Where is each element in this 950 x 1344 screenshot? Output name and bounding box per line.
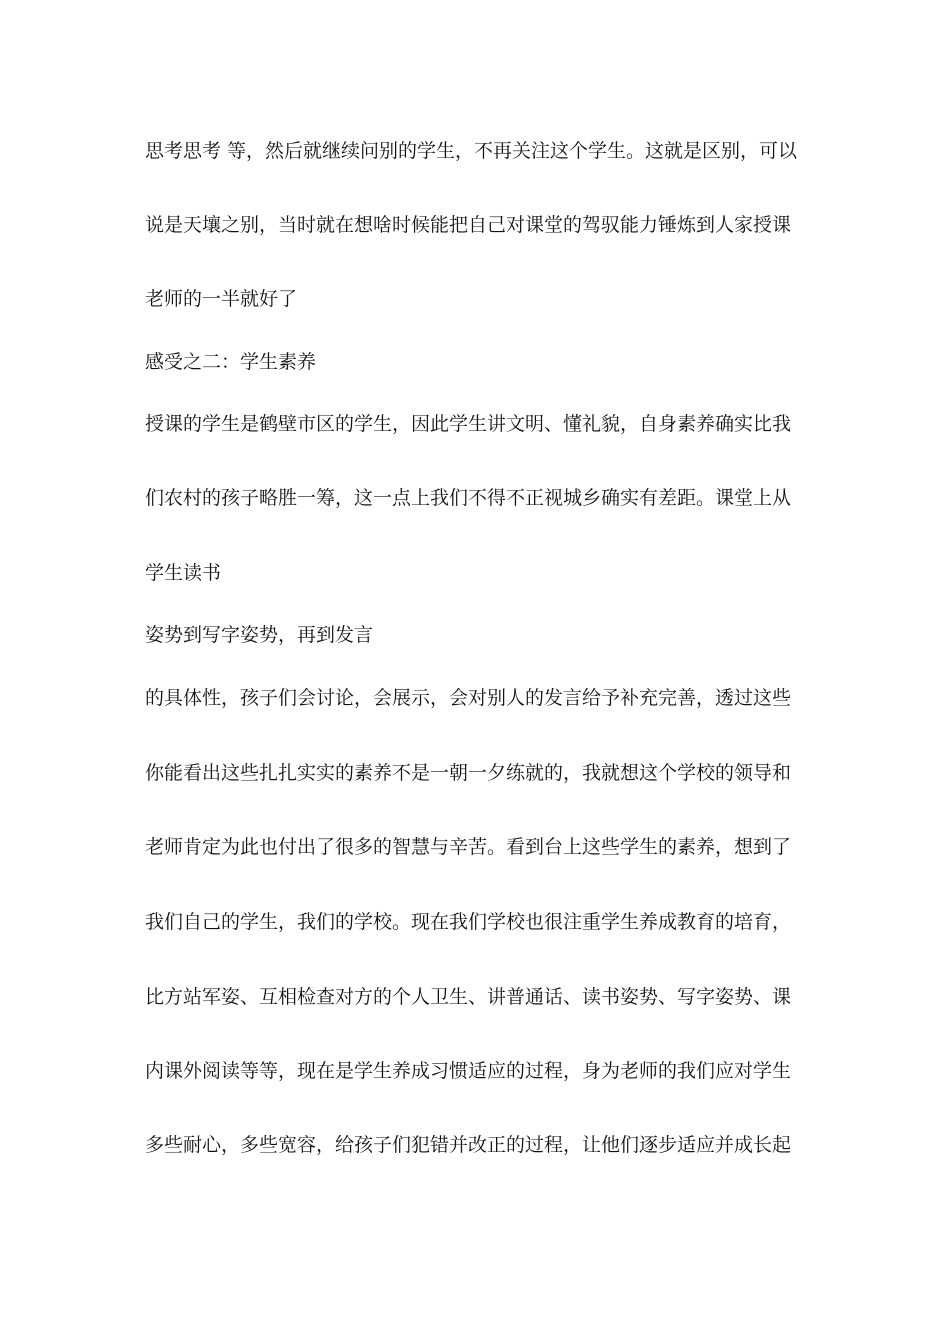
paragraph-line: 多些耐心，多些宽容，给孩子们犯错并改正的过程，让他们逐步适应并成长起 [145,1134,792,1156]
paragraph-line: 你能看出这些扎扎实实的素养不是一朝一夕练就的，我就想这个学校的领导和 [145,762,792,784]
paragraph-line: 说是天壤之别，当时就在想啥时候能把自己对课堂的驾驭能力锤炼到人家授课 [145,214,792,236]
paragraph-line: 老师的一半就好了 [145,288,298,310]
paragraph-line: 的具体性，孩子们会讨论，会展示，会对别人的发言给予补充完善，透过这些 [145,687,792,709]
paragraph-line: 们农村的孩子略胜一筹，这一点上我们不得不正视城乡确实有差距。课堂上从 [145,487,792,509]
paragraph-line: 老师肯定为此也付出了很多的智慧与辛苦。看到台上这些学生的素养，想到了 [145,836,792,858]
paragraph-line: 姿势到写字姿势，再到发言 [145,624,374,646]
paragraph-line: 授课的学生是鹤壁市区的学生，因此学生讲文明、懂礼貌，自身素养确实比我 [145,413,792,435]
paragraph-line: 内课外阅读等等，现在是学生养成习惯适应的过程，身为老师的我们应对学生 [145,1060,792,1082]
paragraph-line: 学生读书 [145,562,222,584]
paragraph-line: 思考思考 等，然后就继续问别的学生，不再关注这个学生。这就是区别，可以 [145,140,798,162]
section-heading: 感受之二：学生素养 [145,351,317,373]
paragraph-line: 比方站军姿、互相检查对方的个人卫生、讲普通话、读书姿势、写字姿势、课 [145,986,792,1008]
paragraph-line: 我们自己的学生，我们的学校。现在我们学校也很注重学生养成教育的培育， [145,911,792,933]
